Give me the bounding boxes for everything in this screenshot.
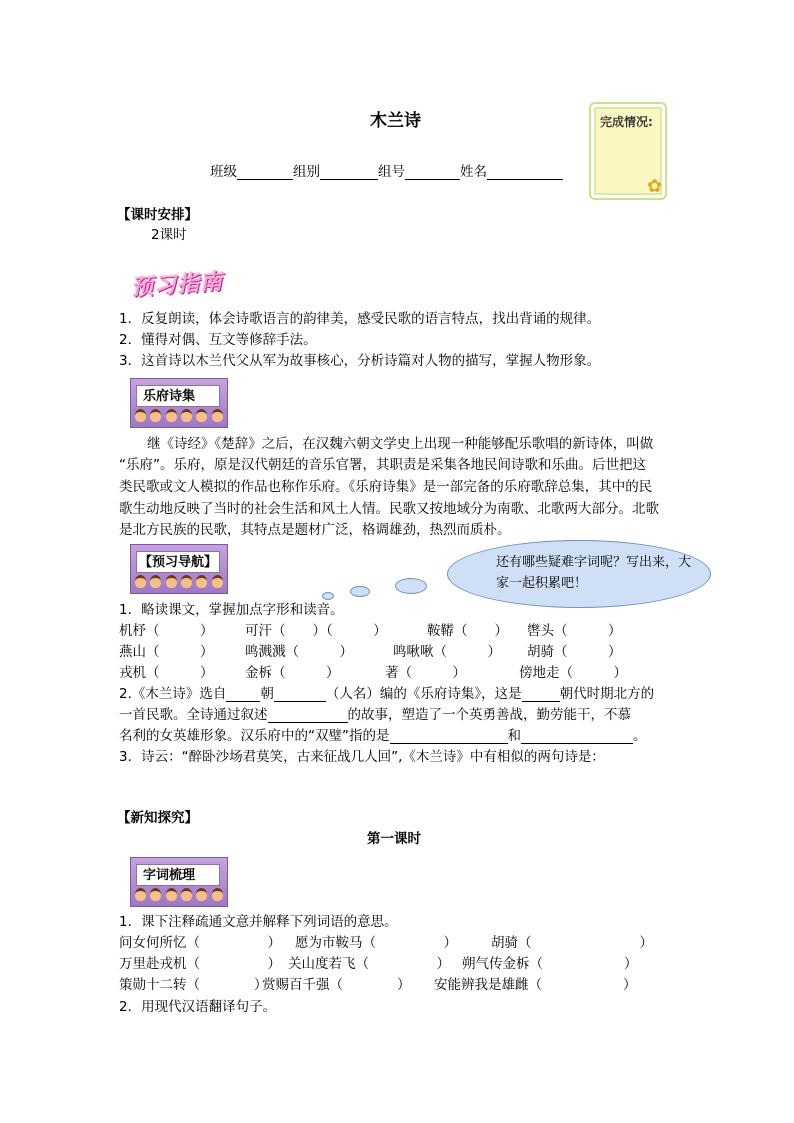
group-field[interactable] [320,165,378,180]
cloud-puff-large [395,578,427,594]
pinyin-item: 傍地走（ ） [519,665,627,681]
class-field[interactable] [237,165,293,180]
vocab-badge [130,857,228,907]
cloud-text-line-2: 家一起积累吧！ [496,576,588,591]
q2-text-b: 朝 [260,686,274,702]
shuangbi-blank-1[interactable] [390,729,508,744]
kids-heads-icon [133,409,225,425]
yuefu-para-line-5: 是北方民族的民歌，其特点是题材广泛，格调雄劲，热烈而质朴。 [119,522,511,538]
pinyin-item: 机杼（ ） [119,623,214,639]
cloud-text-line-1: 还有哪些疑难字词呢？写出来，大 [496,555,692,570]
pinyin-item: 鞍鞯（ ） [427,623,508,639]
pinyin-item: 著（ ） [385,665,466,681]
schedule-content: 2课时 [151,227,187,243]
vocab-item: 赏赐百千强（ ） [262,977,411,993]
student-info-row [210,160,563,180]
group-label: 组别 [293,164,320,180]
period-blank[interactable] [522,687,560,702]
yuefu-para-line-1: 继《诗经》《楚辞》之后，在汉魏六朝文学史上出现一种能够配乐歌唱的新诗体，叫做 [147,436,654,452]
yuefu-para-line-3: 类民歌或文人模拟的作品也称作乐府。《乐府诗集》是一部完备的乐府歌辞总集，其中的民 [119,479,653,495]
pinyin-item: 戎机（ ） [119,665,214,681]
nav-question-3: 3．诗云：“醉卧沙场君莫笑，古来征战几人回”,《木兰诗》中有相似的两句诗是： [119,749,605,765]
yuefu-para-line-4: 歌生动地反映了当时的社会生活和风土人情。民歌又按地域分为南歌、北歌两大部分。北歌 [119,501,659,517]
vocab-item: 朔气传金柝（ ） [462,956,638,972]
schedule-heading: 【课时安排】 [117,207,198,223]
editor-blank[interactable] [274,687,326,702]
q2-text-c: （人名）编的《乐府诗集》，这是 [325,686,522,702]
kids-heads-icon [133,888,225,904]
cloud-puff-medium [350,586,370,597]
pinyin-item: 胡骑（ ） [527,644,622,660]
guide-item-1: 1．反复朗读，体会诗歌语言的韵律美，感受民歌的语言特点，找出背诵的规律。 [119,311,601,327]
vocab-item: 安能辨我是雄雌（ ） [434,977,637,993]
name-field[interactable] [487,165,563,180]
pinyin-item: 辔头（ ） [527,623,622,639]
yuefu-para-line-2: “乐府”。乐府，原是汉代朝廷的音乐官署，其职责是采集各地民间诗歌和乐曲。后世把这 [119,457,646,473]
new-knowledge-heading: 【新知探究】 [117,810,198,826]
preview-guide-wordart: 预习指南 [130,268,224,302]
vocab-question-1: 1．课下注释疏通文意并解释下列词语的意思。 [119,914,398,930]
page-title: 木兰诗 [370,111,421,131]
number-field[interactable] [405,165,460,180]
pinyin-item: 燕山（ ） [119,644,214,660]
shuangbi-blank-2[interactable] [521,729,633,744]
kids-heads-icon [133,575,225,591]
q2-line2-a: 一首民歌。全诗通过叙述 [119,707,268,723]
pinyin-item: 可汗（ ）（ ） [245,623,387,639]
nav-question-2-line-3 [119,724,647,744]
lesson-1-title: 第一课时 [367,831,421,847]
class-label: 班级 [210,164,237,180]
yuefu-badge-label: 乐府诗集 [136,385,220,407]
q2-text-a: 2.《木兰诗》选自 [119,686,227,702]
nav-question-2-line-2 [119,703,631,723]
vocab-item: 问女何所忆（ ） [119,935,281,951]
q2-line3-b: 和 [507,728,521,744]
vocab-item: 愿为市鞍马（ ） [295,935,457,951]
vocab-item: 万里赴戎机（ ） [119,956,281,972]
q2-line2-b: 的故事，塑造了一个英勇善战，勤劳能干，不慕 [347,707,631,723]
yuefu-badge [130,378,228,428]
guide-item-2: 2．懂得对偶、互文等修辞手法。 [119,332,317,348]
q2-line3-c: 。 [633,728,647,744]
pinyin-item: 鸣溅溅（ ） [245,644,353,660]
vocab-item: 胡骑（ ） [491,935,653,951]
nav-question-2-line-1 [119,682,654,702]
q2-text-d: 朝代时期北方的 [559,686,655,702]
vocab-badge-label: 字词梳理 [136,864,220,886]
flower-icon: ✿ [647,176,663,197]
preview-nav-badge [130,544,228,594]
vocab-item: 关山度若飞（ ） [288,956,450,972]
completion-label: 完成情况: [600,115,653,129]
name-label: 姓名 [460,164,487,180]
q2-line3-a: 名利的女英雄形象。汉乐府中的“双璧”指的是 [119,728,390,744]
nav-question-1: 1．略读课文，掌握加点字形和读音。 [119,602,344,618]
vocab-item: 策勋十二转（ ） [119,977,268,993]
completion-frame [589,102,667,200]
pinyin-item: 鸣啾啾（ ） [393,644,501,660]
dynasty-blank[interactable] [226,687,260,702]
pinyin-item: 金柝（ ） [245,665,340,681]
guide-item-3: 3．这首诗以木兰代父从军为故事核心，分析诗篇对人物的描写，掌握人物形象。 [119,353,601,369]
number-label: 组号 [378,164,405,180]
preview-nav-badge-label: 【预习导航】 [136,551,220,573]
vocab-question-2: 2．用现代汉语翻译句子。 [119,999,277,1015]
story-blank[interactable] [268,708,348,723]
